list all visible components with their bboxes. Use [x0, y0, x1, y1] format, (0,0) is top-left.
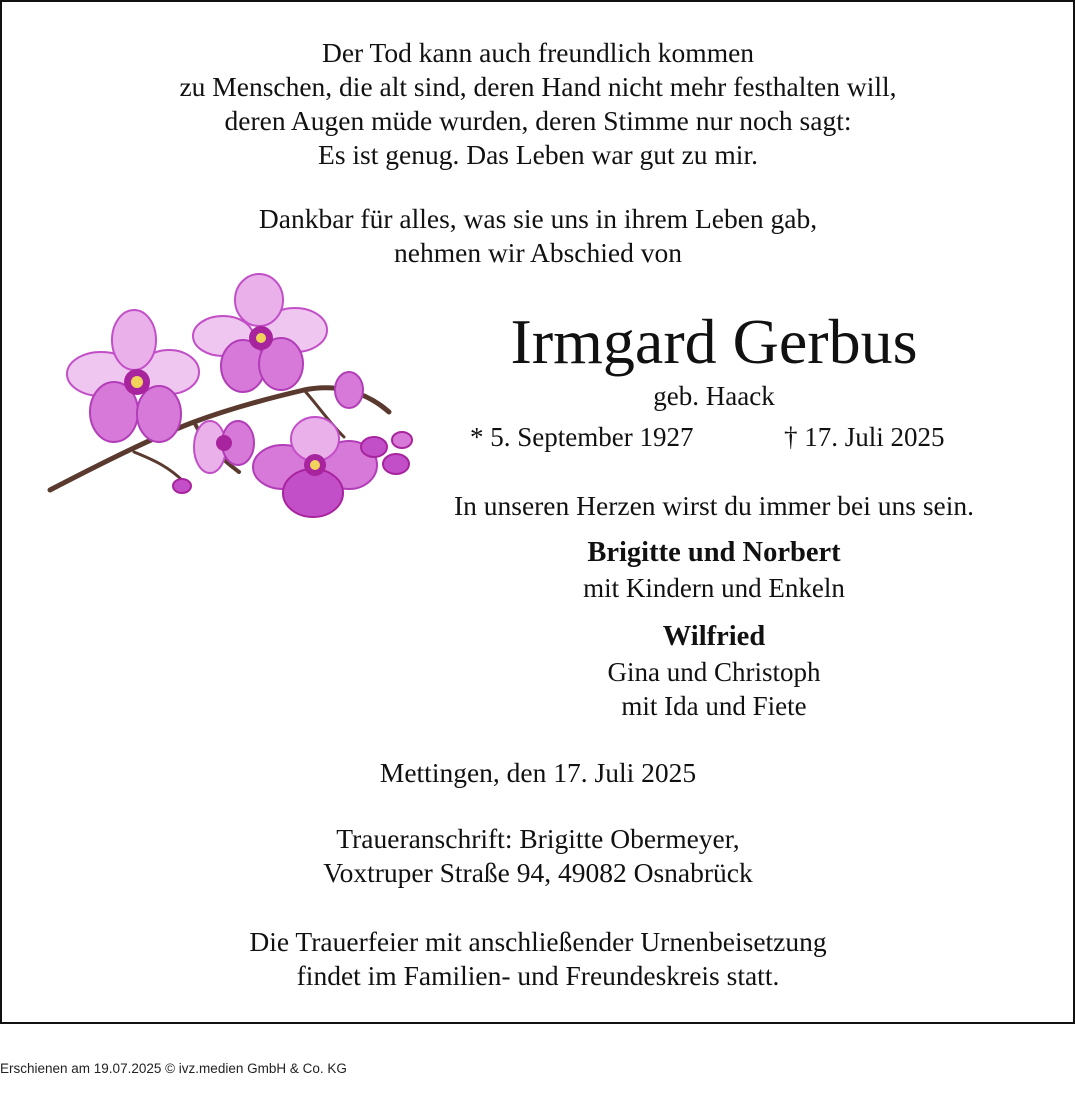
motto: In unseren Herzen wirst du immer bei uns sein. — [453, 490, 975, 521]
address-line: Traueranschrift: Brigitte Obermeyer, — [336, 823, 740, 854]
poem-line: deren Augen müde wurden, deren Stimme nur noch sagt: — [224, 105, 852, 136]
funeral-note — [249, 925, 826, 993]
poem-line: Es ist genug. Das Leben war gut zu mir. — [318, 139, 758, 170]
funeral-line: findet im Familien- und Freundeskreis statt. — [296, 960, 780, 991]
intro-line: Dankbar für alles, was sie uns in ihrem Leben gab, — [258, 203, 818, 234]
mourning-address — [323, 822, 753, 890]
family-member-line: Gina und Christoph — [607, 657, 821, 687]
deceased-name: Irmgard Gerbus — [510, 306, 918, 377]
address-line: Voxtruper Straße 94, 49082 Osnabrück — [323, 857, 753, 888]
family-members — [608, 655, 821, 723]
maiden-name: geb. Haack — [653, 381, 775, 411]
family-name: Wilfried — [662, 621, 766, 652]
family-name: Brigitte und Norbert — [587, 537, 841, 568]
poem — [179, 36, 896, 172]
poem-line: Der Tod kann auch freundlich kommen — [321, 37, 755, 68]
publication-footer: Erschienen am 19.07.2025 © ivz.medien GmbH & Co. KG — [0, 1061, 347, 1076]
family-member-line: mit Ida und Fiete — [621, 691, 807, 721]
poem-line: zu Menschen, die alt sind, deren Hand nicht mehr festhalten will, — [179, 71, 897, 102]
family-members: mit Kindern und Enkeln — [583, 573, 845, 603]
death-date: † 17. Juli 2025 — [784, 422, 945, 452]
funeral-line: Die Trauerfeier mit anschließender Urnenbeisetzung — [249, 926, 827, 957]
intro-line: nehmen wir Abschied von — [394, 237, 682, 268]
intro-text — [259, 202, 817, 270]
orchid-icon — [44, 272, 424, 522]
birth-date: * 5. September 1927 — [470, 422, 694, 452]
place-date: Mettingen, den 17. Juli 2025 — [379, 757, 697, 788]
